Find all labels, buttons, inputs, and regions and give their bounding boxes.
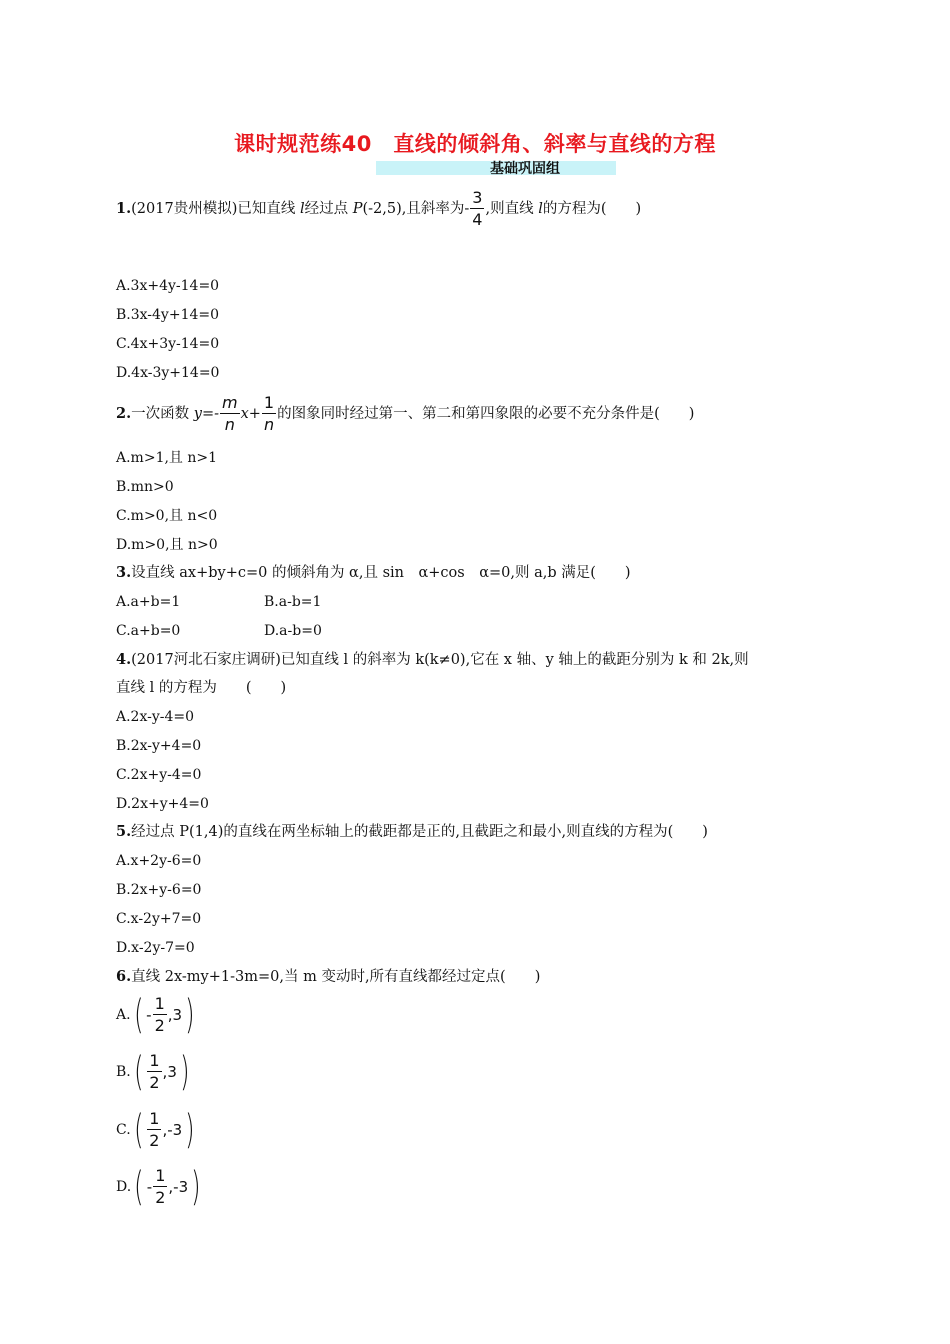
question-2: 2.一次函数 y=- $\frac{m}{n}$ x+ $\frac{1}{n}$ 的图象同时经过第一、第二和第四象限的必要不充分条件是( ) (116, 393, 695, 434)
q4-option-c: C.2x+y-4=0 (116, 767, 202, 783)
q2-option-b: B.mn>0 (116, 479, 174, 495)
page-title: 课时规范练40 直线的倾斜角、斜率与直线的方程 (234, 132, 716, 156)
q5-option-c: C.x-2y+7=0 (116, 911, 202, 927)
q6-option-d: D.( - $\frac{1}{2}$ ,-3) (116, 1164, 201, 1210)
q1-option-c: C.4x+3y-14=0 (116, 336, 220, 352)
q3-option-b: B.a-b=1 (264, 594, 322, 610)
q3-option-a: A.a+b=1 (116, 594, 181, 610)
section-subtitle: 基础巩固组 (490, 161, 560, 177)
q5-option-b: B.2x+y-6=0 (116, 882, 202, 898)
q4-option-d: D.2x+y+4=0 (116, 796, 209, 812)
question-4-line2: 直线 l 的方程为 ( ) (116, 680, 287, 696)
q6-option-b: B.( $\frac{1}{2}$ ,3) (116, 1049, 190, 1095)
question-5: 5.经过点 P(1,4)的直线在两坐标轴上的截距都是正的,且截距之和最小,则直线的方程为( ) (116, 823, 708, 840)
question-number: 5. (116, 823, 132, 840)
q4-option-a: A.2x-y-4=0 (116, 709, 195, 725)
slope-fraction: $\frac{3}{4}$ (472, 188, 483, 229)
question-3: 3.设直线 ax+by+c=0 的倾斜角为 α,且 sin α+cos α=0,则 a,b 满足( ) (116, 564, 631, 581)
q1-option-a: A.3x+4y-14=0 (116, 278, 220, 294)
q5-option-d: D.x-2y-7=0 (116, 940, 195, 956)
q2-option-d: D.m>0,且 n>0 (116, 537, 218, 553)
q3-option-c: C.a+b=0 (116, 623, 181, 639)
question-1: 1.(2017贵州模拟)已知直线 l经过点 P(-2,5),且斜率为- $\frac{3}{4}$ ,则直线 l的方程为( ) (116, 188, 642, 229)
fraction-1-over-n: $\frac{1}{n}$ (263, 393, 275, 434)
question-number: 6. (116, 968, 132, 985)
q6-option-a: A.( - $\frac{1}{2}$ ,3) (116, 992, 195, 1038)
q6-option-c: C.( $\frac{1}{2}$ ,-3) (116, 1107, 195, 1153)
q5-option-a: A.x+2y-6=0 (116, 853, 202, 869)
question-number: 1. (116, 200, 132, 217)
q1-option-b: B.3x-4y+14=0 (116, 307, 220, 323)
question-6: 6.直线 2x-my+1-3m=0,当 m 变动时,所有直线都经过定点( ) (116, 968, 541, 985)
question-number: 4. (116, 651, 132, 668)
fraction-m-over-n: $\frac{m}{n}$ (222, 393, 238, 434)
q2-option-a: A.m>1,且 n>1 (116, 450, 218, 466)
question-number: 2. (116, 405, 132, 422)
q3-option-d: D.a-b=0 (264, 623, 322, 639)
q2-option-c: C.m>0,且 n<0 (116, 508, 218, 524)
q1-option-d: D.4x-3y+14=0 (116, 365, 220, 381)
question-number: 3. (116, 564, 132, 581)
q4-option-b: B.2x-y+4=0 (116, 738, 202, 754)
question-4: 4.(2017河北石家庄调研)已知直线 l 的斜率为 k(k≠0),它在 x 轴、y 轴上的截距分别为 k 和 2k,则 (116, 651, 749, 668)
